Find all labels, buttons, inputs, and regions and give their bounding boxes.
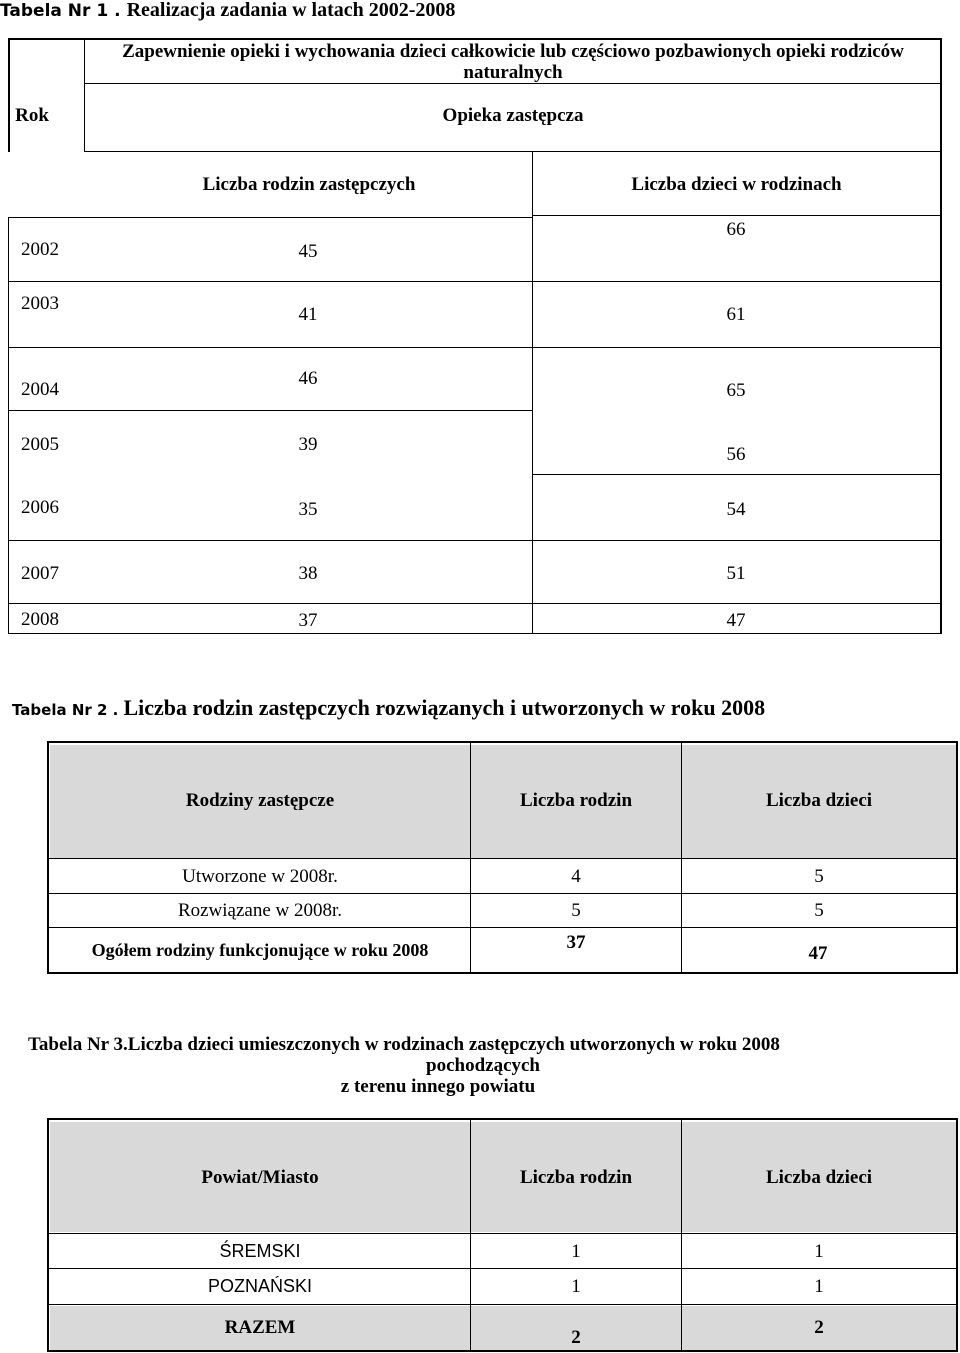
table2-row-label: Rozwiązane w 2008r.	[177, 899, 343, 921]
table1-children: 47	[726, 609, 746, 631]
table2-row-children: 5	[814, 865, 824, 887]
table2-row-label: Utworzone w 2008r.	[182, 865, 338, 887]
table1-caption-title: Realizacja zadania w latach 2002-2008	[126, 0, 456, 21]
table1-header-main: Zapewnienie opieki i wychowania dzieci całkowicie lub częściowo pozbawionych opieki rodziców naturalnych	[122, 40, 904, 83]
table1-families: 38	[298, 562, 318, 584]
table2-row-children: 5	[814, 899, 824, 921]
table1-caption	[0, 0, 455, 22]
table1-families: 35	[298, 498, 318, 520]
table2-header-label: Rodziny zastępcze	[185, 789, 335, 811]
table3-row-families: 2	[571, 1326, 581, 1348]
table1-col-children: Liczba dzieci w rodzinach	[631, 173, 842, 195]
table2-row-families: 37	[566, 931, 586, 953]
table1-caption-lead: Tabela Nr 1 .	[0, 1, 121, 21]
table1-year: 2004	[21, 378, 59, 400]
table3-header-families: Liczba rodzin	[519, 1166, 633, 1188]
table2-header-children: Liczba dzieci	[765, 789, 873, 811]
table3-header-label: Powiat/Miasto	[201, 1166, 319, 1188]
table1-children: 56	[726, 443, 746, 465]
table3-row-children: 1	[814, 1240, 824, 1262]
table3-caption	[28, 1034, 938, 1097]
table2-row-families: 5	[571, 899, 581, 921]
table3-row-label: ŚREMSKI	[219, 1240, 301, 1261]
table1-year: 2006	[21, 496, 59, 518]
table1-families: 41	[298, 303, 318, 325]
table1-children: 66	[726, 218, 746, 240]
table1-children: 51	[726, 562, 746, 584]
table1-year: 2002	[21, 238, 59, 260]
table1-families: 46	[298, 367, 318, 389]
table1-children: 54	[726, 498, 746, 520]
table1-year: 2008	[21, 608, 59, 630]
table2-caption-lead: Tabela Nr 2 .	[12, 701, 119, 719]
table3-header-children: Liczba dzieci	[765, 1166, 873, 1188]
table2-header-families: Liczba rodzin	[519, 789, 633, 811]
table2-caption-title: Liczba rodzin zastępczych rozwiązanych i utworzonych w roku 2008	[123, 695, 766, 720]
table3-caption-line2: pochodzących	[426, 1055, 540, 1076]
table3-row-label: RAZEM	[224, 1316, 296, 1338]
table3-row-children: 1	[814, 1275, 824, 1297]
table2-caption	[12, 695, 765, 721]
table2-row-label: Ogółem rodziny funkcjonujące w roku 2008	[91, 940, 429, 960]
table2-row-families: 4	[571, 865, 581, 887]
table1-families: 39	[298, 433, 318, 455]
table3-row-families: 1	[571, 1240, 581, 1262]
table1-families: 37	[298, 609, 318, 631]
table1-header-rok: Rok	[15, 104, 49, 126]
table1-year: 2007	[21, 562, 59, 584]
table1-children: 65	[726, 379, 746, 401]
table1-header-sub: Opieka zastępcza	[442, 104, 584, 126]
table1-families: 45	[298, 240, 318, 262]
table2-row-children: 47	[808, 942, 828, 964]
table3-caption-line1: Tabela Nr 3.Liczba dzieci umieszczonych w rodzinach zastępczych utworzonych w roku 2008	[28, 1034, 780, 1055]
table1-year: 2003	[21, 292, 59, 314]
table1-col-families: Liczba rodzin zastępczych	[202, 173, 416, 195]
table3-row-children: 2	[814, 1316, 824, 1338]
table3-row-families: 1	[571, 1275, 581, 1297]
table3-row-label: POZNAŃSKI	[207, 1275, 313, 1296]
table3-caption-line3: z terenu innego powiatu	[340, 1076, 536, 1097]
table1-year: 2005	[21, 433, 59, 455]
table1-children: 61	[726, 303, 746, 325]
